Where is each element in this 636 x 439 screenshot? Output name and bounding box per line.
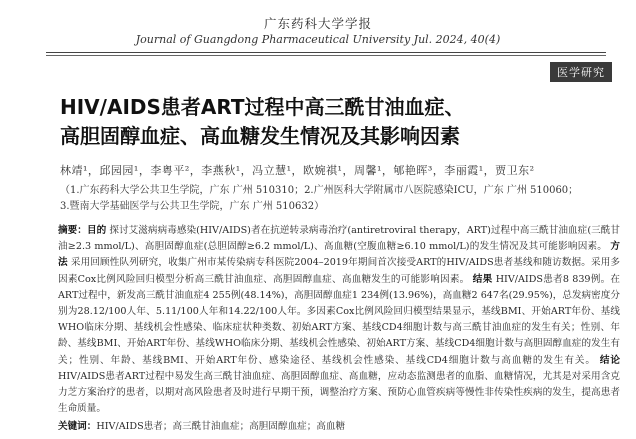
- method-label: 方法: [58, 241, 620, 269]
- journal-title-en: [0, 33, 636, 46]
- header-rule-thin: [46, 55, 606, 56]
- keywords: [58, 418, 620, 432]
- result-label: 结果: [472, 273, 493, 285]
- article-title-line2: 高胆固醇血症、高血糖发生情况及其影响因素: [60, 124, 460, 148]
- keywords-label: 关键词：: [58, 421, 97, 432]
- abstract: [58, 223, 620, 417]
- method-text: 采用回顾性队列研究，收集广州市某传染病专科医院2004–2019年期间首次接受ART的HIV/AIDS患者基线和随访数据。采用多因素Cox比例风险回归模型分析高三酰甘油血症、高胆固醇血症、高血糖发生的可能影响因素。: [58, 257, 620, 285]
- authors: 林靖¹，邱园园¹，李粤平²，李燕秋¹，冯立慧¹，欧婉祺¹，周馨¹，郇艳晖³，李丽霞¹，贾卫东²: [60, 164, 535, 177]
- result-text: HIV/AIDS患者8 839例。在ART过程中，新发高三酰甘油血症4 255例(48.14%)，高胆固醇血症1 234例(13.96%)，高血糖2 647名(29.95%)，总发病密度分别为28.12/100人年、5.11/100人年和14.22/100人年。多因素Cox比例风险回归模型结果显示，基线BMI、开始ART年份、基线WHO临床分期、基线机会性感染、临床症状种类数、初始ART方案、基线CD4细胞计数与高三酰甘油血症的发生有关；性别、年龄、基线BMI、开始ART年份、基线WHO临床分期、基线机会性感染、初始ART方案、基线CD4细胞计数与高胆固醇血症的发生有关；性别、年龄、基线BMI、开始ART年份、感染途径、基线机会性感染、基线CD4细胞计数与高血糖的发生有关。: [58, 273, 620, 366]
- header-rule: [46, 52, 606, 53]
- affiliation-line1: （1.广东药科大学公共卫生学院，广东 广州 510310；2.广州医科大学附属市八医院感染ICU，广东 广州 510060；: [60, 185, 579, 196]
- journal-volume: Jul. 2024, 40(4): [413, 33, 501, 46]
- conclusion-text: HIV/AIDS患者ART过程中易发生高三酰甘油血症、高胆固醇血症、高血糖，应动态监测患者的血脂、血糖情况，尤其是对采用含克力芝方案治疗的患者，以期对高风险患者及时进行早期干预，调整治疗方案、预防心血管疾病等慢性非传染性疾病的发生，提高患者生命质量。: [58, 370, 620, 415]
- section-badge: 医学研究: [550, 62, 612, 82]
- abstract-label: 摘要：: [58, 225, 87, 236]
- journal-title-cn: 广东药科大学学报: [263, 16, 372, 31]
- article-title-line1: HIV/AIDS患者ART过程中高三酰甘油血症、: [60, 95, 465, 119]
- objective-text: 探讨艾滋病病毒感染(HIV/AIDS)者在抗逆转录病毒治疗(antiretroviral therapy，ART)过程中高三酰甘油血症(三酰甘油≥2.3 mmol/L)、高胆固醇血症(总胆固醇≥6.2 mmol/L)、高血糖(空腹血糖≥6.10 mmol/L)的发生情况及其可能影响因素。: [58, 225, 620, 253]
- affiliation-line2: 3.暨南大学基础医学与公共卫生学院，广东 广州 510632）: [60, 201, 325, 212]
- journal-name-en: Journal of Guangdong Pharmaceutical University: [135, 33, 411, 46]
- keywords-text: HIV/AIDS患者；高三酰甘油血症；高胆固醇血症；高血糖: [96, 421, 346, 432]
- conclusion-label: 结论: [599, 354, 620, 366]
- objective-label: 目的: [86, 225, 107, 236]
